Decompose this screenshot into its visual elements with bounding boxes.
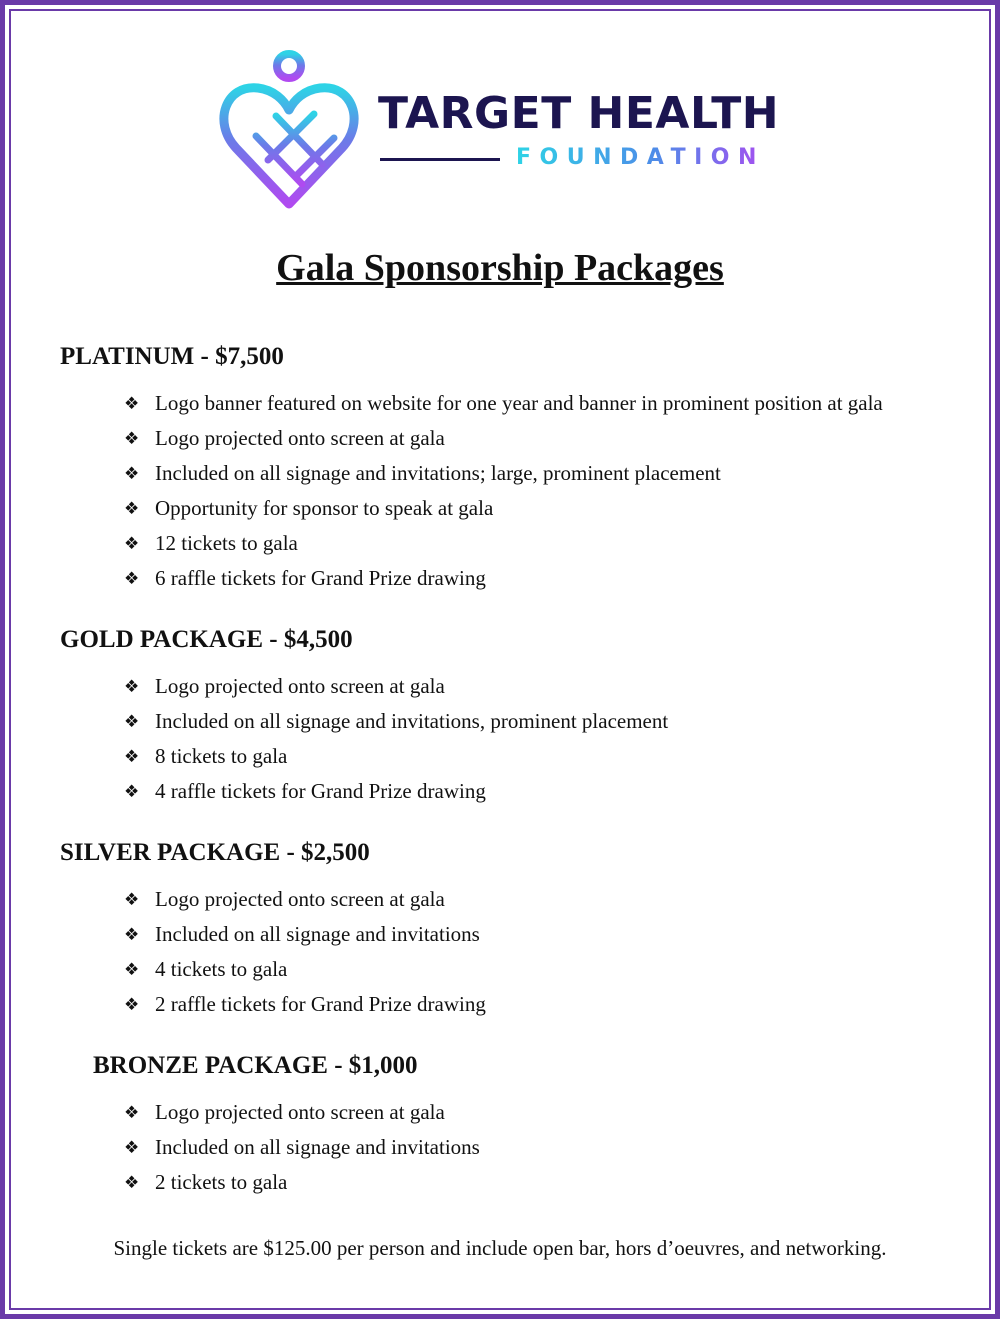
- diamond-fleuron-icon: ❖: [124, 464, 140, 483]
- diamond-fleuron-icon: ❖: [124, 890, 140, 909]
- benefit-text: 6 raffle tickets for Grand Prize drawing: [155, 566, 486, 590]
- benefit-text: Logo projected onto screen at gala: [155, 887, 445, 911]
- page-title: Gala Sponsorship Packages: [276, 247, 724, 289]
- list-item: [124, 386, 883, 421]
- list-item: [124, 987, 486, 1022]
- benefit-text: Opportunity for sponsor to speak at gala: [155, 496, 494, 520]
- brand-name: TARGET HEALTH: [378, 88, 780, 139]
- benefit-text: Included on all signage and invitations, prominent placement: [155, 709, 669, 733]
- list-item: [124, 421, 883, 456]
- benefit-text: 12 tickets to gala: [155, 531, 298, 555]
- benefit-text: 2 tickets to gala: [155, 1170, 288, 1194]
- benefit-text: Logo projected onto screen at gala: [155, 674, 445, 698]
- diamond-fleuron-icon: ❖: [124, 499, 140, 518]
- footer-note: Single tickets are $125.00 per person and include open bar, hors d’oeuvres, and networking.: [113, 1236, 887, 1260]
- diamond-fleuron-icon: ❖: [124, 677, 140, 696]
- diamond-fleuron-icon: ❖: [124, 534, 140, 553]
- list-item: [124, 739, 668, 774]
- brand-divider: [380, 158, 500, 161]
- gold-benefits-list: [124, 669, 668, 809]
- list-item: [124, 1095, 480, 1130]
- benefit-text: Included on all signage and invitations: [155, 922, 480, 946]
- heart-logo-icon: [216, 44, 362, 212]
- list-item: [124, 704, 668, 739]
- package-heading-silver: SILVER PACKAGE - $2,500: [60, 839, 370, 866]
- brand-subname: FOUNDATION: [516, 145, 765, 170]
- list-item: [124, 882, 486, 917]
- list-item: [124, 561, 883, 596]
- diamond-fleuron-icon: ❖: [124, 925, 140, 944]
- list-item: [124, 1165, 480, 1200]
- diamond-fleuron-icon: ❖: [124, 995, 140, 1014]
- platinum-benefits-list: [124, 386, 883, 596]
- diamond-fleuron-icon: ❖: [124, 782, 140, 801]
- diamond-fleuron-icon: ❖: [124, 429, 140, 448]
- list-item: [124, 526, 883, 561]
- package-heading-gold: GOLD PACKAGE - $4,500: [60, 626, 353, 653]
- diamond-fleuron-icon: ❖: [124, 569, 140, 588]
- diamond-fleuron-icon: ❖: [124, 394, 140, 413]
- diamond-fleuron-icon: ❖: [124, 712, 140, 731]
- package-heading-bronze: BRONZE PACKAGE - $1,000: [93, 1052, 418, 1079]
- benefit-text: Logo projected onto screen at gala: [155, 426, 445, 450]
- package-heading-platinum: PLATINUM - $7,500: [60, 343, 284, 370]
- diamond-fleuron-icon: ❖: [124, 1103, 140, 1122]
- benefit-text: Logo banner featured on website for one year and banner in prominent position at gala: [155, 391, 883, 415]
- benefit-text: Included on all signage and invitations: [155, 1135, 480, 1159]
- benefit-text: 8 tickets to gala: [155, 744, 288, 768]
- silver-benefits-list: [124, 882, 486, 1022]
- diamond-fleuron-icon: ❖: [124, 1173, 140, 1192]
- benefit-text: 2 raffle tickets for Grand Prize drawing: [155, 992, 486, 1016]
- diamond-fleuron-icon: ❖: [124, 960, 140, 979]
- diamond-fleuron-icon: ❖: [124, 1138, 140, 1157]
- list-item: [124, 669, 668, 704]
- list-item: [124, 952, 486, 987]
- benefit-text: 4 raffle tickets for Grand Prize drawing: [155, 779, 486, 803]
- list-item: [124, 491, 883, 526]
- benefit-text: 4 tickets to gala: [155, 957, 288, 981]
- list-item: [124, 456, 883, 491]
- list-item: [124, 917, 486, 952]
- list-item: [124, 1130, 480, 1165]
- list-item: [124, 774, 668, 809]
- diamond-fleuron-icon: ❖: [124, 747, 140, 766]
- benefit-text: Logo projected onto screen at gala: [155, 1100, 445, 1124]
- benefit-text: Included on all signage and invitations; large, prominent placement: [155, 461, 721, 485]
- bronze-benefits-list: [124, 1095, 480, 1200]
